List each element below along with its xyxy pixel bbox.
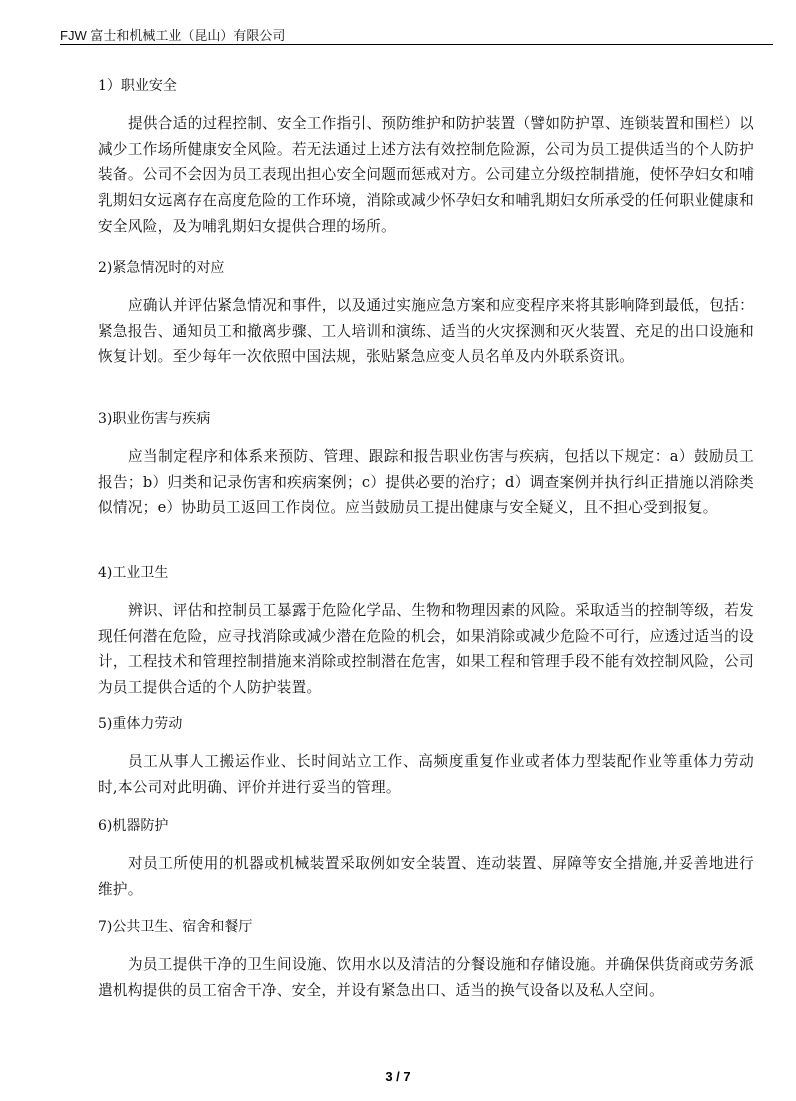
section-title: 6)机器防护 [98, 818, 169, 834]
section-body: 员工从事人工搬运作业、长时间站立工作、高频度重复作业或者体力型装配作业等重体力劳动时,本公司对此明确、评价并进行妥当的管理。 [98, 753, 754, 796]
section-title: 2)紧急情况时的对应 [98, 260, 225, 276]
section-title: 3)职业伤害与疾病 [98, 411, 211, 427]
section-title: 1）职业安全 [98, 78, 177, 94]
section-body: 应确认并评估紧急情况和事件，以及通过实施应急方案和应变程序来将其影响降到最低，包括：紧急报告、通知员工和撤离步骤、工人培训和演练、适当的火灾探测和灭火装置、充足的出口设施和恢复计划。至少每年一次依照中国法规，张贴紧急应变人员名单及内外联系资讯。 [98, 297, 754, 366]
section-occupational-injury [98, 408, 754, 521]
section-body: 为员工提供干净的卫生间设施、饮用水以及清洁的分餐设施和存储设施。并确保供货商或劳务派遣机构提供的员工宿舍干净、安全，并设有紧急出口、适当的换气设备以及私人空间。 [98, 956, 754, 999]
document-header: FJW 富士和机械工业（昆山）有限公司 [60, 28, 286, 43]
header-divider [60, 44, 773, 45]
section-emergency-response [98, 257, 754, 370]
section-title: 5)重体力劳动 [98, 716, 183, 732]
section-body: 应当制定程序和体系来预防、管理、跟踪和报告职业伤害与疾病，包括以下规定：a）鼓励员工报告；b）归类和记录伤害和疾病案例；c）提供必要的治疗；d）调查案例并执行纠正措施以消除类似情况；e）协助员工返回工作岗位。应当鼓励员工提出健康与安全疑义，且不担心受到报复。 [98, 448, 754, 517]
section-body: 对员工所使用的机器或机械装置采取例如安全装置、连动装置、屏障等安全措施,并妥善地进行维护。 [98, 855, 754, 898]
section-physically-demanding-work [98, 713, 754, 800]
section-body: 辨识、评估和控制员工暴露于危险化学品、生物和物理因素的风险。采取适当的控制等级，若发现任何潜在危险，应寻找消除或减少潜在危险的机会，如果消除或减少危险不可行，应透过适当的设计，工程技术和管理控制措施来消除或控制潜在危害，如果工程和管理手段不能有效控制风险，公司为员工提供合适的个人防护装置。 [98, 602, 754, 697]
section-sanitation-housing-food [98, 916, 754, 1003]
page-number: 3 / 7 [385, 1069, 411, 1084]
section-occupational-safety [98, 75, 754, 240]
section-title: 7)公共卫生、宿舍和餐厅 [98, 919, 253, 935]
section-machine-safeguarding [98, 815, 754, 902]
section-body: 提供合适的过程控制、安全工作指引、预防维护和防护装置（譬如防护罩、连锁装置和围栏）以减少工作场所健康安全风险。若无法通过上述方法有效控制危险源，公司为员工提供适当的个人防护装备。公司不会因为员工表现出担心安全问题而惩戒对方。公司建立分级控制措施，使怀孕妇女和哺乳期妇女远离存在高度危险的工作环境，消除或减少怀孕妇女和哺乳期妇女所承受的任何职业健康和安全风险，及为哺乳期妇女提供合理的场所。 [98, 115, 754, 235]
section-industrial-hygiene [98, 562, 754, 701]
section-title: 4)工业卫生 [98, 565, 169, 581]
